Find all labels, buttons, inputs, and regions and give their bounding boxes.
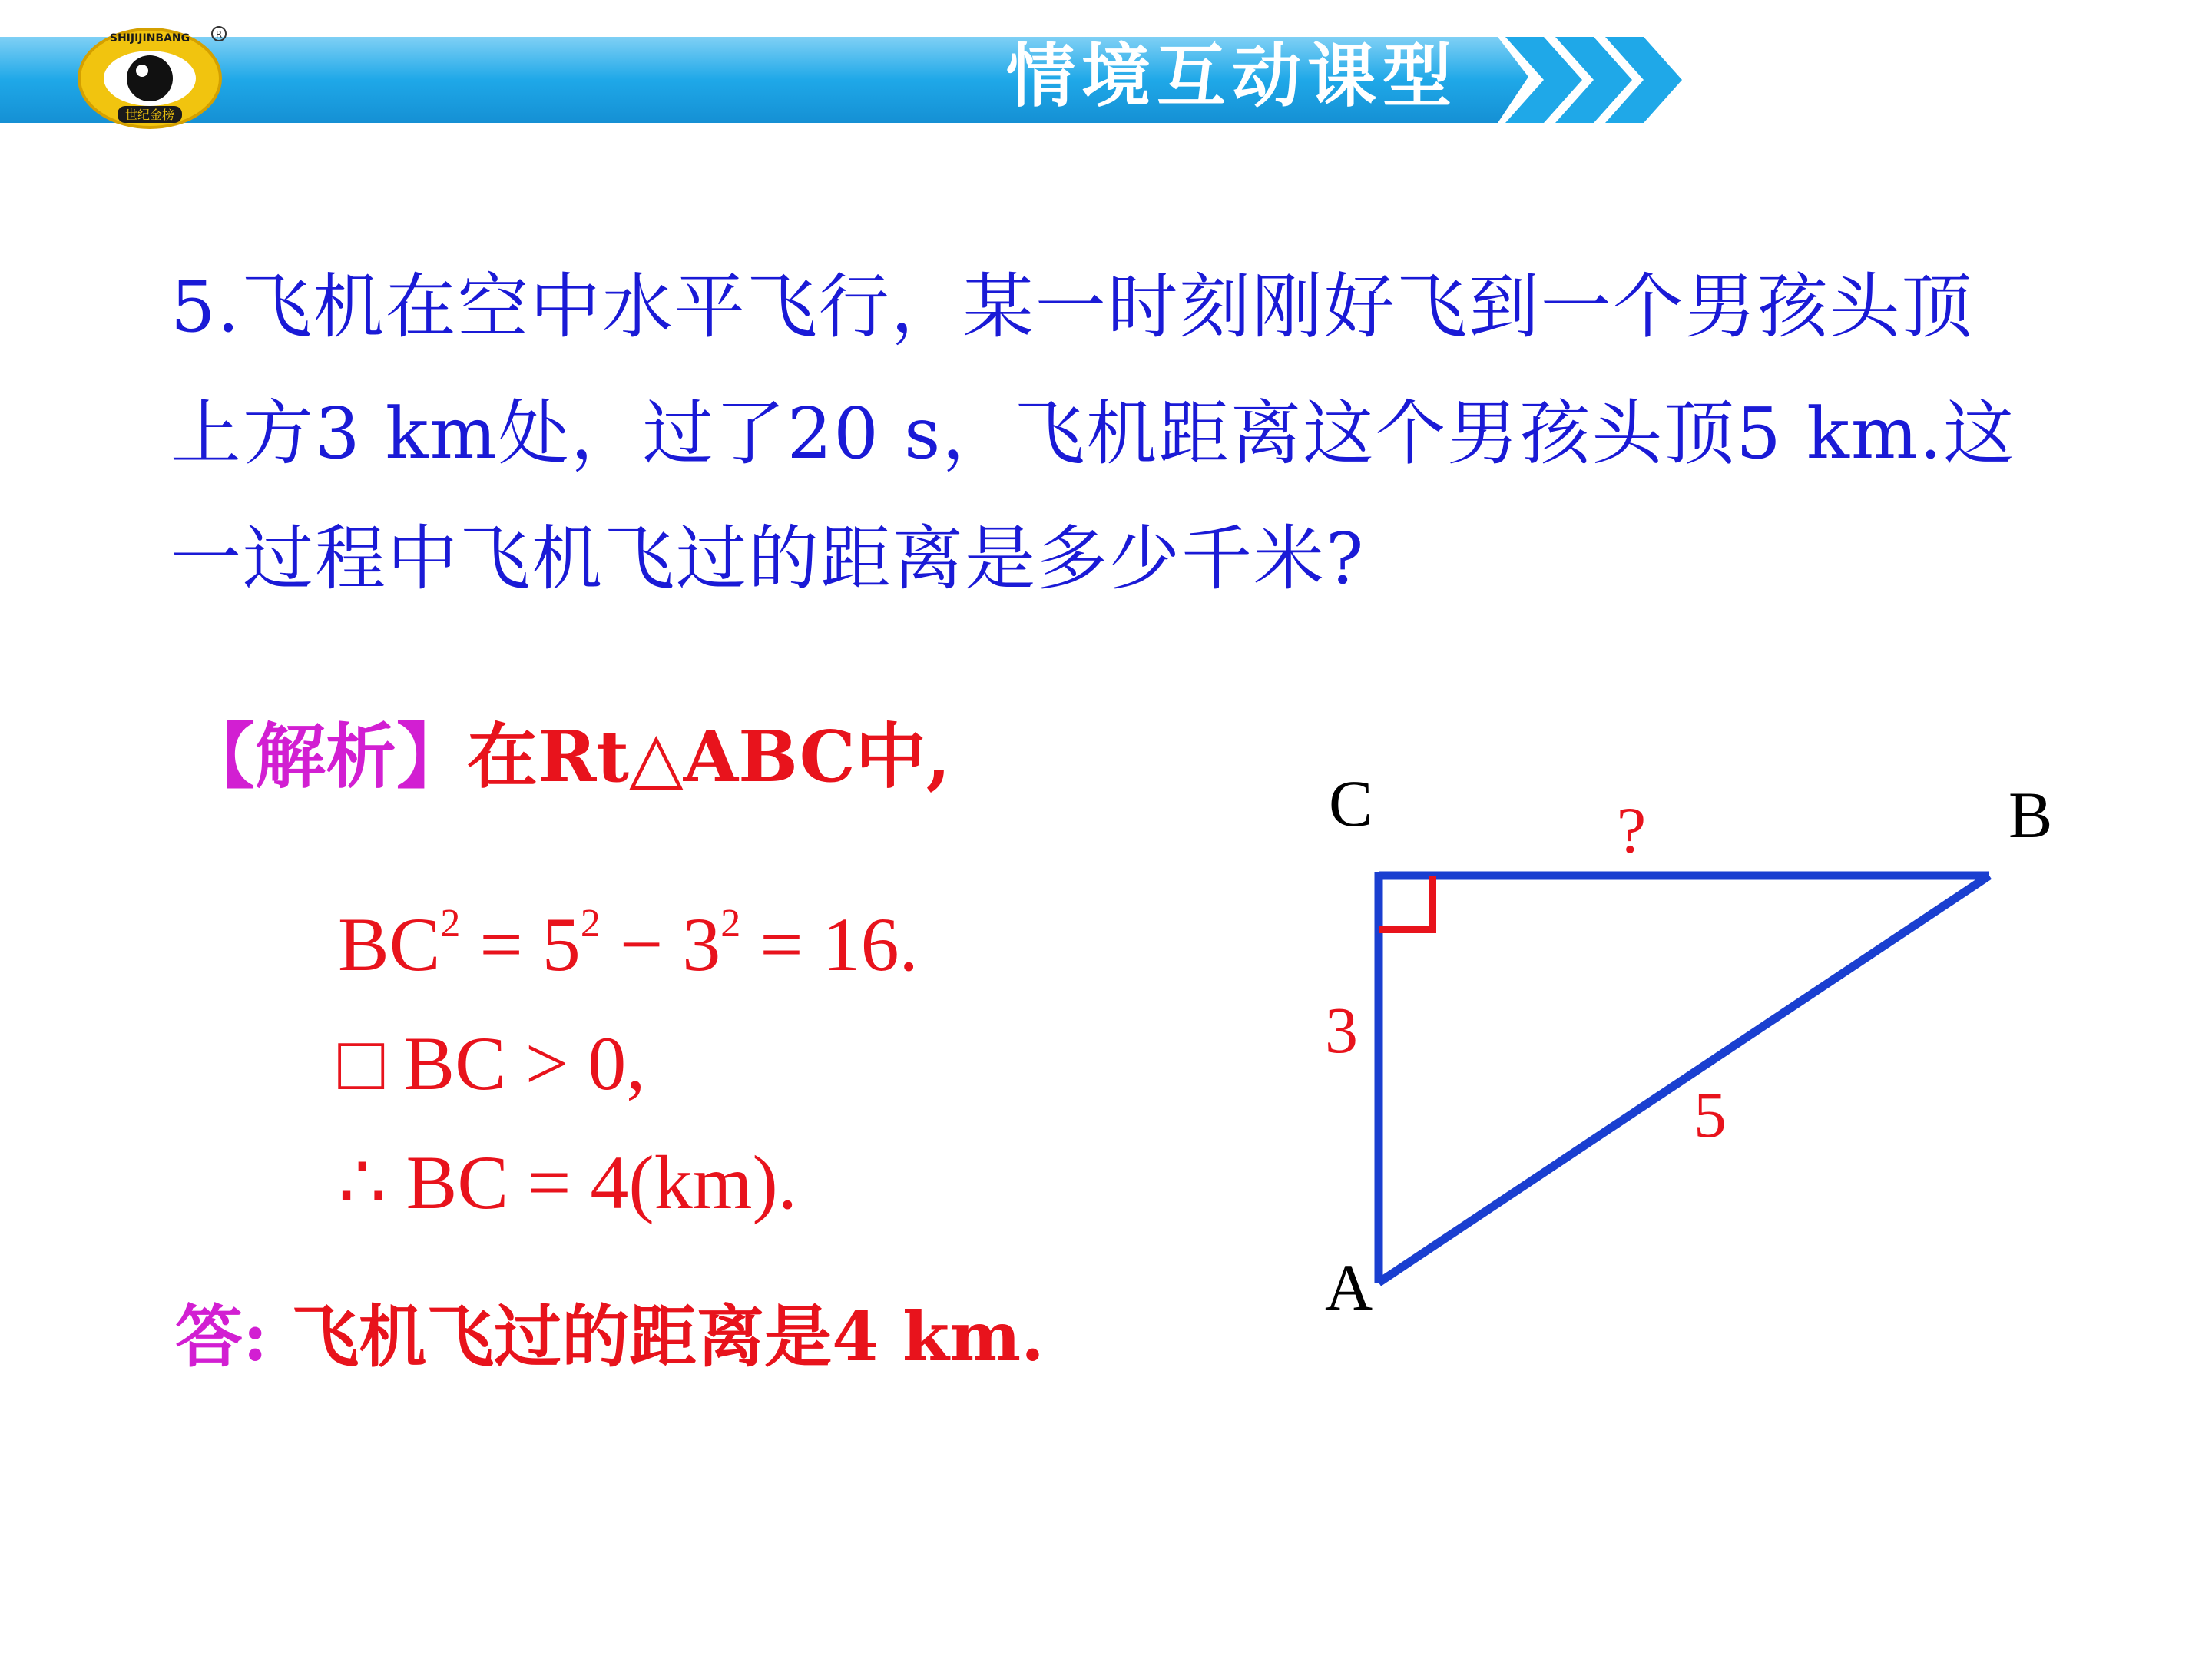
eq-term: − 3	[600, 902, 721, 987]
side-label-bc: ?	[1617, 793, 1647, 867]
therefore-symbol: ∴	[338, 1140, 387, 1225]
triangle-diagram	[1275, 753, 2120, 1382]
equation-line-3	[338, 1137, 797, 1229]
logo-caption: 世纪金榜	[124, 108, 175, 122]
analysis-label: 【解析】	[184, 715, 468, 798]
eq-exponent: 2	[580, 902, 601, 945]
equation-line-2	[338, 1018, 645, 1110]
logo-wordmark: SHIJIJINBANG	[109, 32, 190, 45]
eq-term: BC = 4(km).	[386, 1140, 797, 1225]
eq-term: = 5	[460, 902, 581, 987]
vertex-label-b: B	[2008, 778, 2053, 852]
answer-label: 答:	[175, 1296, 268, 1376]
banner-title: 情境互动课型	[1006, 36, 1458, 117]
eq-term: BC	[338, 902, 441, 987]
side-ab	[1379, 876, 1989, 1283]
vertex-label-a: A	[1325, 1250, 1373, 1324]
vertex-label-c: C	[1329, 767, 1373, 840]
analysis-intro: 在Rt△ABC中,	[467, 715, 951, 798]
missing-glyph-box: □	[338, 1021, 385, 1106]
question-line-2: 上方3 km处，过了20 s，飞机距离这个男孩头顶5 km.这	[171, 392, 2016, 475]
svg-text:R: R	[215, 29, 223, 40]
answer-text: 飞机飞过的距离是4 km.	[267, 1296, 1045, 1376]
eq-exponent: 2	[720, 902, 741, 945]
logo	[73, 23, 234, 131]
right-angle-mark	[1379, 876, 1432, 929]
eq-term: BC > 0,	[384, 1021, 646, 1106]
side-label-ac: 3	[1325, 993, 1358, 1067]
eq-term: = 16.	[740, 902, 919, 987]
question-line-1: 5.飞机在空中水平飞行，某一时刻刚好飞到一个男孩头顶	[171, 266, 1974, 348]
question-line-3: 一过程中飞机飞过的距离是多少千米?	[171, 518, 1366, 600]
analysis-heading	[184, 710, 951, 803]
equation-line-1	[338, 899, 919, 991]
answer-line	[175, 1290, 1045, 1382]
eq-exponent: 2	[440, 902, 461, 945]
side-label-ab: 5	[1694, 1078, 1727, 1151]
